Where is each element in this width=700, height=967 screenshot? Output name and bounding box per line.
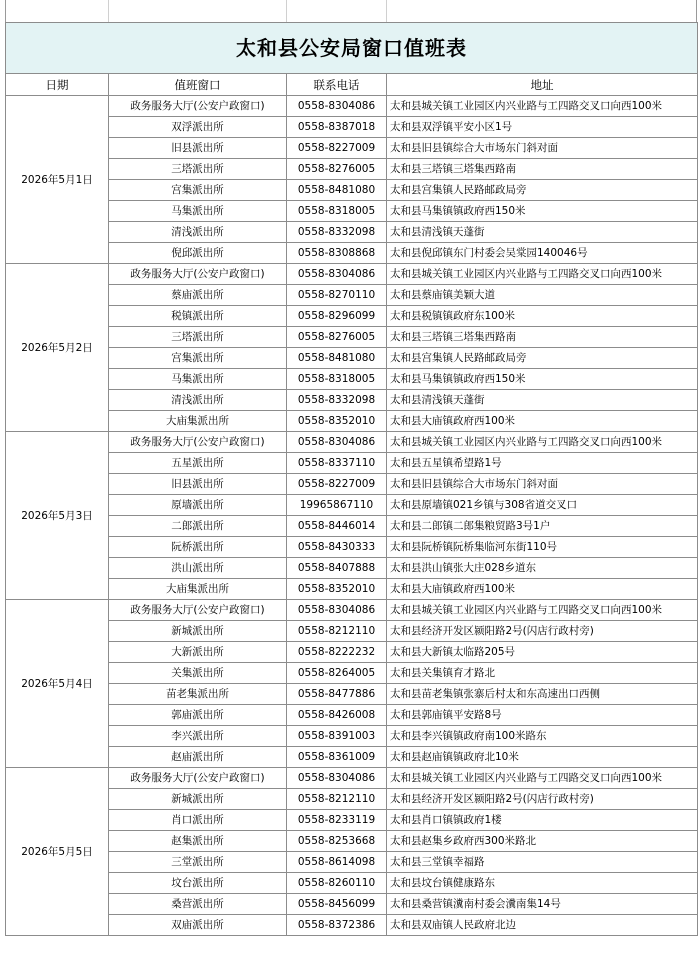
phone-cell: 0558-8276005: [287, 159, 387, 180]
header-phone: 联系电话: [287, 74, 387, 96]
phone-cell: 19965867110: [287, 495, 387, 516]
phone-cell: 0558-8614098: [287, 852, 387, 873]
phone-cell: 0558-8304086: [287, 264, 387, 285]
address-cell: 太和县蔡庙镇美颖大道: [387, 285, 698, 306]
phone-cell: 0558-8430333: [287, 537, 387, 558]
window-cell: 大庙集派出所: [109, 411, 287, 432]
header-date: 日期: [6, 74, 109, 96]
table-row: [6, 411, 698, 432]
table-row: [6, 831, 698, 852]
phone-cell: 0558-8318005: [287, 369, 387, 390]
phone-cell: 0558-8481080: [287, 180, 387, 201]
address-cell: 太和县大新镇太临路205号: [387, 642, 698, 663]
table-row: [6, 96, 698, 117]
address-cell: 太和县城关镇工业园区内兴业路与工四路交叉口向西100米: [387, 600, 698, 621]
page-title: 太和县公安局窗口值班表: [6, 23, 698, 74]
phone-cell: 0558-8304086: [287, 600, 387, 621]
phone-cell: 0558-8233119: [287, 810, 387, 831]
phone-cell: 0558-8332098: [287, 390, 387, 411]
window-cell: 阮桥派出所: [109, 537, 287, 558]
address-cell: 太和县大庙镇政府西100米: [387, 579, 698, 600]
table-row: [6, 537, 698, 558]
window-cell: 宫集派出所: [109, 180, 287, 201]
date-cell: 2026年5月1日: [6, 96, 109, 264]
table-row: [6, 222, 698, 243]
phone-cell: 0558-8308868: [287, 243, 387, 264]
address-cell: 太和县苗老集镇张寨后村太和东高速出口西侧: [387, 684, 698, 705]
window-cell: 马集派出所: [109, 369, 287, 390]
phone-cell: 0558-8276005: [287, 327, 387, 348]
table-body: [6, 96, 698, 936]
phone-cell: 0558-8304086: [287, 768, 387, 789]
phone-cell: 0558-8318005: [287, 201, 387, 222]
window-cell: 赵集派出所: [109, 831, 287, 852]
address-cell: 太和县阮桥镇阮桥集临河东街110号: [387, 537, 698, 558]
window-cell: 马集派出所: [109, 201, 287, 222]
window-cell: 李兴派出所: [109, 726, 287, 747]
phone-cell: 0558-8304086: [287, 432, 387, 453]
address-cell: 太和县双庙镇人民政府北边: [387, 915, 698, 936]
window-cell: 政务服务大厅(公安户政窗口): [109, 600, 287, 621]
header-address: 地址: [387, 74, 698, 96]
window-cell: 关集派出所: [109, 663, 287, 684]
address-cell: 太和县肖口镇镇政府1楼: [387, 810, 698, 831]
window-cell: 政务服务大厅(公安户政窗口): [109, 432, 287, 453]
address-cell: 太和县三塔镇三塔集西路南: [387, 327, 698, 348]
table-row: [6, 306, 698, 327]
address-cell: 太和县三堂镇幸福路: [387, 852, 698, 873]
window-cell: 桑营派出所: [109, 894, 287, 915]
phone-cell: 0558-8387018: [287, 117, 387, 138]
table-row: [6, 285, 698, 306]
table-row: [6, 684, 698, 705]
window-cell: 旧县派出所: [109, 474, 287, 495]
table-row: [6, 390, 698, 411]
window-cell: 坟台派出所: [109, 873, 287, 894]
table-row: [6, 705, 698, 726]
table-row: [6, 579, 698, 600]
address-cell: 太和县五星镇希望路1号: [387, 453, 698, 474]
phone-cell: 0558-8352010: [287, 411, 387, 432]
address-cell: 太和县城关镇工业园区内兴业路与工四路交叉口向西100米: [387, 432, 698, 453]
table-row: [6, 894, 698, 915]
window-cell: 肖口派出所: [109, 810, 287, 831]
address-cell: 太和县旧县镇综合大市场东门斜对面: [387, 474, 698, 495]
address-cell: 太和县经济开发区颍阳路2号(闪店行政村旁): [387, 621, 698, 642]
address-cell: 太和县清浅镇天蓬街: [387, 390, 698, 411]
window-cell: 政务服务大厅(公安户政窗口): [109, 96, 287, 117]
duty-table: [5, 22, 698, 936]
phone-cell: 0558-8264005: [287, 663, 387, 684]
window-cell: 清浅派出所: [109, 390, 287, 411]
window-cell: 宫集派出所: [109, 348, 287, 369]
table-row: [6, 117, 698, 138]
phone-cell: 0558-8352010: [287, 579, 387, 600]
address-cell: 太和县桑营镇瀵南村委会瀵南集14号: [387, 894, 698, 915]
table-row: [6, 852, 698, 873]
address-cell: 太和县城关镇工业园区内兴业路与工四路交叉口向西100米: [387, 96, 698, 117]
table-row: [6, 663, 698, 684]
phone-cell: 0558-8446014: [287, 516, 387, 537]
window-cell: 大庙集派出所: [109, 579, 287, 600]
address-cell: 太和县赵集乡政府西300米路北: [387, 831, 698, 852]
table-row: [6, 726, 698, 747]
address-cell: 太和县二郎镇二郎集粮贸路3号1户: [387, 516, 698, 537]
phone-cell: 0558-8481080: [287, 348, 387, 369]
address-cell: 太和县城关镇工业园区内兴业路与工四路交叉口向西100米: [387, 768, 698, 789]
date-cell: 2026年5月4日: [6, 600, 109, 768]
phone-cell: 0558-8227009: [287, 474, 387, 495]
window-cell: 三塔派出所: [109, 159, 287, 180]
table-row: [6, 747, 698, 768]
window-cell: 新城派出所: [109, 789, 287, 810]
address-cell: 太和县城关镇工业园区内兴业路与工四路交叉口向西100米: [387, 264, 698, 285]
table-row: [6, 243, 698, 264]
address-cell: 太和县旧县镇综合大市场东门斜对面: [387, 138, 698, 159]
table-row: [6, 369, 698, 390]
phone-cell: 0558-8227009: [287, 138, 387, 159]
address-cell: 太和县马集镇镇政府西150米: [387, 201, 698, 222]
address-cell: 太和县倪邱镇东门村委会吴棠园140046号: [387, 243, 698, 264]
phone-cell: 0558-8332098: [287, 222, 387, 243]
window-cell: 蔡庙派出所: [109, 285, 287, 306]
table-row: [6, 138, 698, 159]
table-row: [6, 159, 698, 180]
phone-cell: 0558-8426008: [287, 705, 387, 726]
table-row: [6, 327, 698, 348]
window-cell: 苗老集派出所: [109, 684, 287, 705]
phone-cell: 0558-8407888: [287, 558, 387, 579]
table-row: [6, 768, 698, 789]
window-cell: 五星派出所: [109, 453, 287, 474]
table-row: [6, 495, 698, 516]
window-cell: 郭庙派出所: [109, 705, 287, 726]
table-row: [6, 453, 698, 474]
window-cell: 双浮派出所: [109, 117, 287, 138]
table-row: [6, 474, 698, 495]
phone-cell: 0558-8212110: [287, 789, 387, 810]
address-cell: 太和县税镇镇政府东100米: [387, 306, 698, 327]
address-cell: 太和县三塔镇三塔集西路南: [387, 159, 698, 180]
address-cell: 太和县郭庙镇平安路8号: [387, 705, 698, 726]
window-cell: 政务服务大厅(公安户政窗口): [109, 264, 287, 285]
window-cell: 税镇派出所: [109, 306, 287, 327]
table-row: [6, 600, 698, 621]
address-cell: 太和县坟台镇健康路东: [387, 873, 698, 894]
table-row: [6, 915, 698, 936]
address-cell: 太和县双浮镇平安小区1号: [387, 117, 698, 138]
address-cell: 太和县赵庙镇镇政府北10米: [387, 747, 698, 768]
window-cell: 旧县派出所: [109, 138, 287, 159]
address-cell: 太和县马集镇镇政府西150米: [387, 369, 698, 390]
table-row: [6, 558, 698, 579]
window-cell: 原墙派出所: [109, 495, 287, 516]
window-cell: 赵庙派出所: [109, 747, 287, 768]
address-cell: 太和县洪山镇张大庄028乡道东: [387, 558, 698, 579]
window-cell: 三塔派出所: [109, 327, 287, 348]
header-window: 值班窗口: [109, 74, 287, 96]
phone-cell: 0558-8212110: [287, 621, 387, 642]
table-row: [6, 873, 698, 894]
address-cell: 太和县关集镇育才路北: [387, 663, 698, 684]
window-cell: 新城派出所: [109, 621, 287, 642]
table-row: [6, 810, 698, 831]
date-cell: 2026年5月2日: [6, 264, 109, 432]
table-row: [6, 432, 698, 453]
phone-cell: 0558-8337110: [287, 453, 387, 474]
phone-cell: 0558-8253668: [287, 831, 387, 852]
window-cell: 二郎派出所: [109, 516, 287, 537]
address-cell: 太和县原墙镇021乡镇与308省道交叉口: [387, 495, 698, 516]
window-cell: 大新派出所: [109, 642, 287, 663]
date-cell: 2026年5月5日: [6, 768, 109, 936]
date-cell: 2026年5月3日: [6, 432, 109, 600]
phone-cell: 0558-8391003: [287, 726, 387, 747]
phone-cell: 0558-8456099: [287, 894, 387, 915]
table-row: [6, 621, 698, 642]
table-row: [6, 180, 698, 201]
table-row: [6, 516, 698, 537]
spreadsheet: [5, 0, 697, 936]
window-cell: 三堂派出所: [109, 852, 287, 873]
address-cell: 太和县宫集镇人民路邮政局旁: [387, 180, 698, 201]
table-row: [6, 642, 698, 663]
phone-cell: 0558-8260110: [287, 873, 387, 894]
phone-cell: 0558-8477886: [287, 684, 387, 705]
phone-cell: 0558-8296099: [287, 306, 387, 327]
phone-cell: 0558-8304086: [287, 96, 387, 117]
address-cell: 太和县宫集镇人民路邮政局旁: [387, 348, 698, 369]
address-cell: 太和县李兴镇镇政府南100米路东: [387, 726, 698, 747]
window-cell: 洪山派出所: [109, 558, 287, 579]
table-row: [6, 264, 698, 285]
address-cell: 太和县清浅镇天蓬街: [387, 222, 698, 243]
table-row: [6, 201, 698, 222]
window-cell: 双庙派出所: [109, 915, 287, 936]
table-row: [6, 348, 698, 369]
address-cell: 太和县大庙镇政府西100米: [387, 411, 698, 432]
phone-cell: 0558-8361009: [287, 747, 387, 768]
sheet-top-row: [5, 0, 697, 22]
table-row: [6, 789, 698, 810]
phone-cell: 0558-8372386: [287, 915, 387, 936]
window-cell: 政务服务大厅(公安户政窗口): [109, 768, 287, 789]
address-cell: 太和县经济开发区颍阳路2号(闪店行政村旁): [387, 789, 698, 810]
window-cell: 倪邱派出所: [109, 243, 287, 264]
window-cell: 清浅派出所: [109, 222, 287, 243]
phone-cell: 0558-8222232: [287, 642, 387, 663]
phone-cell: 0558-8270110: [287, 285, 387, 306]
